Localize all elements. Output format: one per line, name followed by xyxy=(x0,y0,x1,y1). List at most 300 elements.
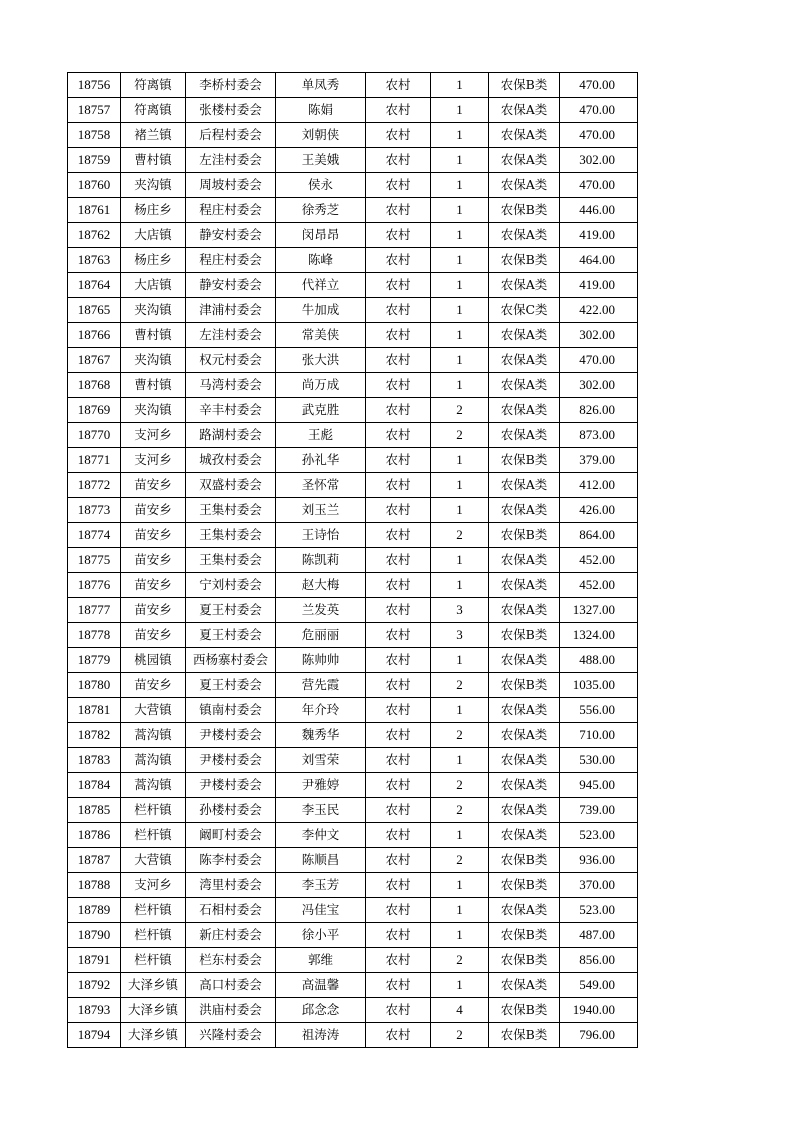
insurance-category-cell: 农保A类 xyxy=(489,973,560,998)
member-count-cell: 1 xyxy=(431,323,489,348)
township-cell: 大店镇 xyxy=(121,223,186,248)
person-name-cell: 武克胜 xyxy=(276,398,366,423)
amount-cell: 470.00 xyxy=(560,98,638,123)
table-row xyxy=(68,498,638,523)
member-count-cell: 2 xyxy=(431,798,489,823)
member-count-cell: 1 xyxy=(431,148,489,173)
table-row xyxy=(68,273,638,298)
person-name-cell: 代祥立 xyxy=(276,273,366,298)
record-id-cell: 18762 xyxy=(68,223,121,248)
township-cell: 支河乡 xyxy=(121,448,186,473)
household-type-cell: 农村 xyxy=(366,198,431,223)
amount-cell: 452.00 xyxy=(560,573,638,598)
record-id-cell: 18760 xyxy=(68,173,121,198)
record-id-cell: 18756 xyxy=(68,73,121,98)
household-type-cell: 农村 xyxy=(366,423,431,448)
person-name-cell: 徐秀芝 xyxy=(276,198,366,223)
village-committee-cell: 路湖村委会 xyxy=(186,423,276,448)
insurance-category-cell: 农保A类 xyxy=(489,223,560,248)
township-cell: 支河乡 xyxy=(121,423,186,448)
amount-cell: 796.00 xyxy=(560,1023,638,1048)
person-name-cell: 陈娟 xyxy=(276,98,366,123)
township-cell: 苗安乡 xyxy=(121,598,186,623)
table-row xyxy=(68,998,638,1023)
township-cell: 大泽乡镇 xyxy=(121,1023,186,1048)
record-id-cell: 18791 xyxy=(68,948,121,973)
record-id-cell: 18787 xyxy=(68,848,121,873)
member-count-cell: 1 xyxy=(431,273,489,298)
table-row xyxy=(68,598,638,623)
member-count-cell: 3 xyxy=(431,623,489,648)
person-name-cell: 营先霞 xyxy=(276,673,366,698)
township-cell: 曹村镇 xyxy=(121,148,186,173)
insurance-category-cell: 农保A类 xyxy=(489,898,560,923)
member-count-cell: 4 xyxy=(431,998,489,1023)
insurance-category-cell: 农保B类 xyxy=(489,448,560,473)
township-cell: 苗安乡 xyxy=(121,623,186,648)
insurance-category-cell: 农保A类 xyxy=(489,148,560,173)
township-cell: 蒿沟镇 xyxy=(121,723,186,748)
amount-cell: 470.00 xyxy=(560,73,638,98)
member-count-cell: 2 xyxy=(431,723,489,748)
village-committee-cell: 夏王村委会 xyxy=(186,623,276,648)
table-row xyxy=(68,973,638,998)
person-name-cell: 刘雪荣 xyxy=(276,748,366,773)
village-committee-cell: 洪庙村委会 xyxy=(186,998,276,1023)
amount-cell: 426.00 xyxy=(560,498,638,523)
member-count-cell: 1 xyxy=(431,98,489,123)
village-committee-cell: 后程村委会 xyxy=(186,123,276,148)
insurance-category-cell: 农保B类 xyxy=(489,623,560,648)
table-row xyxy=(68,148,638,173)
record-id-cell: 18766 xyxy=(68,323,121,348)
member-count-cell: 2 xyxy=(431,423,489,448)
person-name-cell: 张大洪 xyxy=(276,348,366,373)
township-cell: 蒿沟镇 xyxy=(121,748,186,773)
household-type-cell: 农村 xyxy=(366,98,431,123)
village-committee-cell: 津浦村委会 xyxy=(186,298,276,323)
amount-cell: 487.00 xyxy=(560,923,638,948)
table-row xyxy=(68,348,638,373)
table-row xyxy=(68,323,638,348)
household-type-cell: 农村 xyxy=(366,698,431,723)
record-id-cell: 18776 xyxy=(68,573,121,598)
insurance-category-cell: 农保A类 xyxy=(489,798,560,823)
table-row xyxy=(68,723,638,748)
person-name-cell: 李玉芳 xyxy=(276,873,366,898)
amount-cell: 488.00 xyxy=(560,648,638,673)
household-type-cell: 农村 xyxy=(366,773,431,798)
village-committee-cell: 新庄村委会 xyxy=(186,923,276,948)
township-cell: 褚兰镇 xyxy=(121,123,186,148)
amount-cell: 1327.00 xyxy=(560,598,638,623)
township-cell: 栏杆镇 xyxy=(121,823,186,848)
record-id-cell: 18785 xyxy=(68,798,121,823)
village-committee-cell: 湾里村委会 xyxy=(186,873,276,898)
person-name-cell: 刘玉兰 xyxy=(276,498,366,523)
village-committee-cell: 西杨寨村委会 xyxy=(186,648,276,673)
member-count-cell: 1 xyxy=(431,173,489,198)
person-name-cell: 郭维 xyxy=(276,948,366,973)
amount-cell: 873.00 xyxy=(560,423,638,448)
record-id-cell: 18769 xyxy=(68,398,121,423)
household-type-cell: 农村 xyxy=(366,623,431,648)
record-id-cell: 18792 xyxy=(68,973,121,998)
village-committee-cell: 静安村委会 xyxy=(186,223,276,248)
record-id-cell: 18774 xyxy=(68,523,121,548)
record-id-cell: 18758 xyxy=(68,123,121,148)
insurance-category-cell: 农保A类 xyxy=(489,498,560,523)
amount-cell: 556.00 xyxy=(560,698,638,723)
insurance-category-cell: 农保A类 xyxy=(489,98,560,123)
township-cell: 苗安乡 xyxy=(121,573,186,598)
record-id-cell: 18778 xyxy=(68,623,121,648)
amount-cell: 470.00 xyxy=(560,123,638,148)
member-count-cell: 1 xyxy=(431,973,489,998)
record-id-cell: 18783 xyxy=(68,748,121,773)
record-id-cell: 18773 xyxy=(68,498,121,523)
village-committee-cell: 王集村委会 xyxy=(186,498,276,523)
record-id-cell: 18775 xyxy=(68,548,121,573)
member-count-cell: 1 xyxy=(431,373,489,398)
person-name-cell: 闵昂昂 xyxy=(276,223,366,248)
insurance-category-cell: 农保B类 xyxy=(489,873,560,898)
member-count-cell: 1 xyxy=(431,873,489,898)
insurance-category-cell: 农保A类 xyxy=(489,123,560,148)
amount-cell: 446.00 xyxy=(560,198,638,223)
person-name-cell: 王诗怡 xyxy=(276,523,366,548)
township-cell: 栏杆镇 xyxy=(121,898,186,923)
township-cell: 栏杆镇 xyxy=(121,948,186,973)
person-name-cell: 年介玲 xyxy=(276,698,366,723)
member-count-cell: 2 xyxy=(431,773,489,798)
household-type-cell: 农村 xyxy=(366,673,431,698)
township-cell: 杨庄乡 xyxy=(121,248,186,273)
record-id-cell: 18772 xyxy=(68,473,121,498)
household-type-cell: 农村 xyxy=(366,948,431,973)
amount-cell: 945.00 xyxy=(560,773,638,798)
record-id-cell: 18759 xyxy=(68,148,121,173)
household-type-cell: 农村 xyxy=(366,723,431,748)
amount-cell: 412.00 xyxy=(560,473,638,498)
village-committee-cell: 夏王村委会 xyxy=(186,598,276,623)
township-cell: 大营镇 xyxy=(121,698,186,723)
household-type-cell: 农村 xyxy=(366,873,431,898)
table-row xyxy=(68,123,638,148)
person-name-cell: 刘朝侠 xyxy=(276,123,366,148)
village-committee-cell: 左洼村委会 xyxy=(186,323,276,348)
insurance-category-cell: 农保B类 xyxy=(489,198,560,223)
member-count-cell: 2 xyxy=(431,1023,489,1048)
table-body xyxy=(68,73,638,1048)
village-committee-cell: 程庄村委会 xyxy=(186,198,276,223)
township-cell: 大泽乡镇 xyxy=(121,998,186,1023)
township-cell: 符离镇 xyxy=(121,73,186,98)
person-name-cell: 尚万成 xyxy=(276,373,366,398)
person-name-cell: 单凤秀 xyxy=(276,73,366,98)
household-type-cell: 农村 xyxy=(366,798,431,823)
member-count-cell: 2 xyxy=(431,523,489,548)
record-id-cell: 18781 xyxy=(68,698,121,723)
village-committee-cell: 马湾村委会 xyxy=(186,373,276,398)
village-committee-cell: 宁刘村委会 xyxy=(186,573,276,598)
village-committee-cell: 兴隆村委会 xyxy=(186,1023,276,1048)
insurance-category-cell: 农保B类 xyxy=(489,673,560,698)
amount-cell: 470.00 xyxy=(560,348,638,373)
member-count-cell: 1 xyxy=(431,223,489,248)
person-name-cell: 陈顺昌 xyxy=(276,848,366,873)
village-committee-cell: 城孜村委会 xyxy=(186,448,276,473)
table-row xyxy=(68,98,638,123)
record-id-cell: 18777 xyxy=(68,598,121,623)
person-name-cell: 常美侠 xyxy=(276,323,366,348)
insurance-category-cell: 农保A类 xyxy=(489,398,560,423)
township-cell: 大营镇 xyxy=(121,848,186,873)
member-count-cell: 1 xyxy=(431,698,489,723)
person-name-cell: 兰发英 xyxy=(276,598,366,623)
amount-cell: 452.00 xyxy=(560,548,638,573)
amount-cell: 302.00 xyxy=(560,373,638,398)
person-name-cell: 陈帅帅 xyxy=(276,648,366,673)
household-type-cell: 农村 xyxy=(366,348,431,373)
village-committee-cell: 镇南村委会 xyxy=(186,698,276,723)
record-id-cell: 18793 xyxy=(68,998,121,1023)
village-committee-cell: 权元村委会 xyxy=(186,348,276,373)
village-committee-cell: 王集村委会 xyxy=(186,523,276,548)
member-count-cell: 1 xyxy=(431,898,489,923)
household-type-cell: 农村 xyxy=(366,648,431,673)
person-name-cell: 高温馨 xyxy=(276,973,366,998)
amount-cell: 523.00 xyxy=(560,898,638,923)
insurance-category-cell: 农保B类 xyxy=(489,1023,560,1048)
member-count-cell: 2 xyxy=(431,848,489,873)
household-type-cell: 农村 xyxy=(366,173,431,198)
record-id-cell: 18764 xyxy=(68,273,121,298)
amount-cell: 419.00 xyxy=(560,223,638,248)
record-id-cell: 18780 xyxy=(68,673,121,698)
township-cell: 苗安乡 xyxy=(121,473,186,498)
table-row xyxy=(68,548,638,573)
insurance-category-cell: 农保B类 xyxy=(489,998,560,1023)
household-type-cell: 农村 xyxy=(366,923,431,948)
township-cell: 支河乡 xyxy=(121,873,186,898)
household-type-cell: 农村 xyxy=(366,123,431,148)
township-cell: 夹沟镇 xyxy=(121,298,186,323)
table-row xyxy=(68,773,638,798)
amount-cell: 523.00 xyxy=(560,823,638,848)
amount-cell: 936.00 xyxy=(560,848,638,873)
person-name-cell: 侯永 xyxy=(276,173,366,198)
amount-cell: 464.00 xyxy=(560,248,638,273)
table-row xyxy=(68,423,638,448)
insurance-category-cell: 农保A类 xyxy=(489,323,560,348)
amount-cell: 1035.00 xyxy=(560,673,638,698)
household-type-cell: 农村 xyxy=(366,148,431,173)
household-type-cell: 农村 xyxy=(366,748,431,773)
amount-cell: 826.00 xyxy=(560,398,638,423)
member-count-cell: 2 xyxy=(431,398,489,423)
member-count-cell: 1 xyxy=(431,298,489,323)
township-cell: 桃园镇 xyxy=(121,648,186,673)
amount-cell: 370.00 xyxy=(560,873,638,898)
record-id-cell: 18784 xyxy=(68,773,121,798)
table-row xyxy=(68,398,638,423)
member-count-cell: 1 xyxy=(431,448,489,473)
insurance-category-cell: 农保A类 xyxy=(489,823,560,848)
insurance-category-cell: 农保C类 xyxy=(489,298,560,323)
member-count-cell: 1 xyxy=(431,198,489,223)
township-cell: 夹沟镇 xyxy=(121,173,186,198)
amount-cell: 302.00 xyxy=(560,323,638,348)
member-count-cell: 1 xyxy=(431,348,489,373)
member-count-cell: 1 xyxy=(431,73,489,98)
table-row xyxy=(68,448,638,473)
insurance-category-cell: 农保A类 xyxy=(489,423,560,448)
insurance-category-cell: 农保B类 xyxy=(489,948,560,973)
table-row xyxy=(68,648,638,673)
table-row xyxy=(68,223,638,248)
insurance-category-cell: 农保A类 xyxy=(489,273,560,298)
village-committee-cell: 孙楼村委会 xyxy=(186,798,276,823)
person-name-cell: 陈峰 xyxy=(276,248,366,273)
insurance-category-cell: 农保A类 xyxy=(489,548,560,573)
insurance-category-cell: 农保A类 xyxy=(489,748,560,773)
member-count-cell: 1 xyxy=(431,123,489,148)
amount-cell: 419.00 xyxy=(560,273,638,298)
member-count-cell: 1 xyxy=(431,573,489,598)
table-row xyxy=(68,948,638,973)
person-name-cell: 王美娥 xyxy=(276,148,366,173)
village-committee-cell: 程庄村委会 xyxy=(186,248,276,273)
person-name-cell: 危丽丽 xyxy=(276,623,366,648)
village-committee-cell: 尹楼村委会 xyxy=(186,723,276,748)
record-id-cell: 18794 xyxy=(68,1023,121,1048)
person-name-cell: 王彪 xyxy=(276,423,366,448)
record-id-cell: 18782 xyxy=(68,723,121,748)
village-committee-cell: 李桥村委会 xyxy=(186,73,276,98)
amount-cell: 710.00 xyxy=(560,723,638,748)
table-row xyxy=(68,73,638,98)
township-cell: 夹沟镇 xyxy=(121,398,186,423)
insurance-category-cell: 农保A类 xyxy=(489,173,560,198)
person-name-cell: 陈凯莉 xyxy=(276,548,366,573)
person-name-cell: 李玉民 xyxy=(276,798,366,823)
household-type-cell: 农村 xyxy=(366,373,431,398)
amount-cell: 470.00 xyxy=(560,173,638,198)
household-type-cell: 农村 xyxy=(366,823,431,848)
member-count-cell: 1 xyxy=(431,473,489,498)
household-type-cell: 农村 xyxy=(366,898,431,923)
village-committee-cell: 尹楼村委会 xyxy=(186,748,276,773)
insurance-category-cell: 农保A类 xyxy=(489,598,560,623)
household-type-cell: 农村 xyxy=(366,998,431,1023)
table-row xyxy=(68,748,638,773)
record-id-cell: 18790 xyxy=(68,923,121,948)
household-type-cell: 农村 xyxy=(366,73,431,98)
township-cell: 苗安乡 xyxy=(121,498,186,523)
village-committee-cell: 石相村委会 xyxy=(186,898,276,923)
table-row xyxy=(68,848,638,873)
household-type-cell: 农村 xyxy=(366,473,431,498)
household-type-cell: 农村 xyxy=(366,498,431,523)
table-row xyxy=(68,873,638,898)
record-id-cell: 18786 xyxy=(68,823,121,848)
table-row xyxy=(68,698,638,723)
village-committee-cell: 双盛村委会 xyxy=(186,473,276,498)
township-cell: 大泽乡镇 xyxy=(121,973,186,998)
household-type-cell: 农村 xyxy=(366,973,431,998)
record-id-cell: 18771 xyxy=(68,448,121,473)
amount-cell: 856.00 xyxy=(560,948,638,973)
member-count-cell: 1 xyxy=(431,248,489,273)
person-name-cell: 徐小平 xyxy=(276,923,366,948)
village-committee-cell: 周坡村委会 xyxy=(186,173,276,198)
amount-cell: 530.00 xyxy=(560,748,638,773)
table-row xyxy=(68,923,638,948)
township-cell: 曹村镇 xyxy=(121,373,186,398)
table-row xyxy=(68,798,638,823)
household-type-cell: 农村 xyxy=(366,248,431,273)
household-type-cell: 农村 xyxy=(366,848,431,873)
insurance-category-cell: 农保A类 xyxy=(489,348,560,373)
insurance-category-cell: 农保A类 xyxy=(489,573,560,598)
village-committee-cell: 陈李村委会 xyxy=(186,848,276,873)
insurance-category-cell: 农保B类 xyxy=(489,73,560,98)
insurance-category-cell: 农保B类 xyxy=(489,848,560,873)
record-id-cell: 18763 xyxy=(68,248,121,273)
record-table xyxy=(67,72,638,1048)
person-name-cell: 圣怀常 xyxy=(276,473,366,498)
township-cell: 苗安乡 xyxy=(121,548,186,573)
village-committee-cell: 栏东村委会 xyxy=(186,948,276,973)
township-cell: 栏杆镇 xyxy=(121,923,186,948)
record-id-cell: 18788 xyxy=(68,873,121,898)
amount-cell: 302.00 xyxy=(560,148,638,173)
person-name-cell: 魏秀华 xyxy=(276,723,366,748)
record-id-cell: 18767 xyxy=(68,348,121,373)
amount-cell: 739.00 xyxy=(560,798,638,823)
household-type-cell: 农村 xyxy=(366,598,431,623)
record-id-cell: 18779 xyxy=(68,648,121,673)
table-row xyxy=(68,473,638,498)
village-committee-cell: 尹楼村委会 xyxy=(186,773,276,798)
township-cell: 曹村镇 xyxy=(121,323,186,348)
member-count-cell: 1 xyxy=(431,548,489,573)
household-type-cell: 农村 xyxy=(366,548,431,573)
insurance-category-cell: 农保A类 xyxy=(489,648,560,673)
township-cell: 栏杆镇 xyxy=(121,798,186,823)
member-count-cell: 1 xyxy=(431,923,489,948)
township-cell: 杨庄乡 xyxy=(121,198,186,223)
village-committee-cell: 王集村委会 xyxy=(186,548,276,573)
table-row xyxy=(68,198,638,223)
table-row xyxy=(68,523,638,548)
amount-cell: 549.00 xyxy=(560,973,638,998)
township-cell: 夹沟镇 xyxy=(121,348,186,373)
person-name-cell: 邱念念 xyxy=(276,998,366,1023)
record-id-cell: 18768 xyxy=(68,373,121,398)
household-type-cell: 农村 xyxy=(366,398,431,423)
amount-cell: 864.00 xyxy=(560,523,638,548)
household-type-cell: 农村 xyxy=(366,1023,431,1048)
table-row xyxy=(68,898,638,923)
record-id-cell: 18770 xyxy=(68,423,121,448)
record-id-cell: 18765 xyxy=(68,298,121,323)
household-type-cell: 农村 xyxy=(366,448,431,473)
village-committee-cell: 高口村委会 xyxy=(186,973,276,998)
member-count-cell: 1 xyxy=(431,823,489,848)
insurance-category-cell: 农保A类 xyxy=(489,373,560,398)
